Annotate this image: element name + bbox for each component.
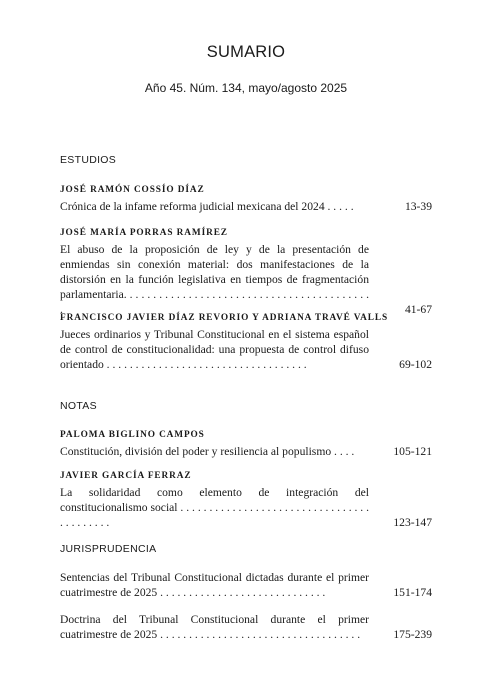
entry-title: Jueces ordinarios y Tribunal Constitucional en el sistema español de control de constitucionalidad: una propuesta de control difuso orientado . . . . . . . . . . . . . . . . . . . . . . . . . . . . . . . . . . . (60, 328, 369, 371)
entry-title-row (60, 612, 432, 642)
entry-title: Crónica de la infame reforma judicial mexicana del 2024 . . . . . (60, 200, 354, 213)
section-heading-notas: NOTAS (60, 400, 97, 412)
entry-title-row (60, 485, 432, 530)
entry-pages: 105-121 (393, 445, 432, 458)
entry-pages: 123-147 (393, 516, 432, 529)
entry-title: El abuso de la proposición de ley y de la presentación de enmiendas sin conexión material: dos manifestaciones de la distorsión en la función legislativa en tiempos de fragmentación parlamentaria. . . . . . . . . . . . . . . . . . . . . . . . . . . . . . . . . . . . . . . . . . . (60, 243, 369, 316)
entry-pages: 151-174 (393, 586, 432, 599)
entry-title: Doctrina del Tribunal Constitucional durante el primer cuatrimestre de 2025 . . . . . . . . . . . . . . . . . . . . . . . . . . . . . . . . . . . (60, 613, 369, 641)
toc-entry[interactable] (60, 312, 432, 372)
entry-title: La solidaridad como elemento de integración del constitucionalismo social . . . . . . . . . . . . . . . . . . . . . . . . . . . . . . . . . . . . . . . . . . (60, 486, 369, 529)
entry-title-row (60, 444, 432, 459)
section-heading-jurisprudencia: JURISPRUDENCIA (60, 543, 157, 555)
toc-entry[interactable] (60, 570, 432, 600)
section-heading-estudios: ESTUDIOS (60, 154, 117, 166)
toc-entry[interactable] (60, 184, 432, 214)
toc-entry[interactable] (60, 470, 432, 530)
toc-entry[interactable] (60, 612, 432, 642)
entry-title-row (60, 327, 432, 372)
entry-pages: 13-39 (404, 200, 432, 213)
page-title: SUMARIO (206, 43, 286, 61)
entry-author: JOSÉ RAMÓN COSSÍO DÍAZ (60, 185, 205, 195)
entry-author: FRANCISCO JAVIER DÍAZ REVORIO Y ADRIANA TRAVÉ VALLS (60, 313, 389, 323)
toc-entry[interactable] (60, 429, 432, 459)
entry-title-row (60, 199, 432, 214)
entry-pages: 41-67 (404, 303, 432, 316)
toc-entry[interactable] (60, 227, 432, 317)
entry-author: JAVIER GARCÍA FERRAZ (60, 471, 192, 481)
issue-line: Año 45. Núm. 134, mayo/agosto 2025 (144, 81, 348, 95)
entry-title-row (60, 242, 432, 317)
entry-title-row (60, 570, 432, 600)
entry-pages: 69-102 (399, 358, 432, 371)
entry-pages: 175-239 (393, 628, 432, 641)
entry-title: Constitución, división del poder y resiliencia al populismo . . . . (60, 445, 355, 458)
entry-author: PALOMA BIGLINO CAMPOS (60, 430, 205, 440)
entry-author: JOSÉ MARÍA PORRAS RAMÍREZ (60, 228, 228, 238)
entry-title: Sentencias del Tribunal Constitucional dictadas durante el primer cuatrimestre de 2025 . . . . . . . . . . . . . . . . . . . . . . . . . . . . . (60, 571, 369, 599)
